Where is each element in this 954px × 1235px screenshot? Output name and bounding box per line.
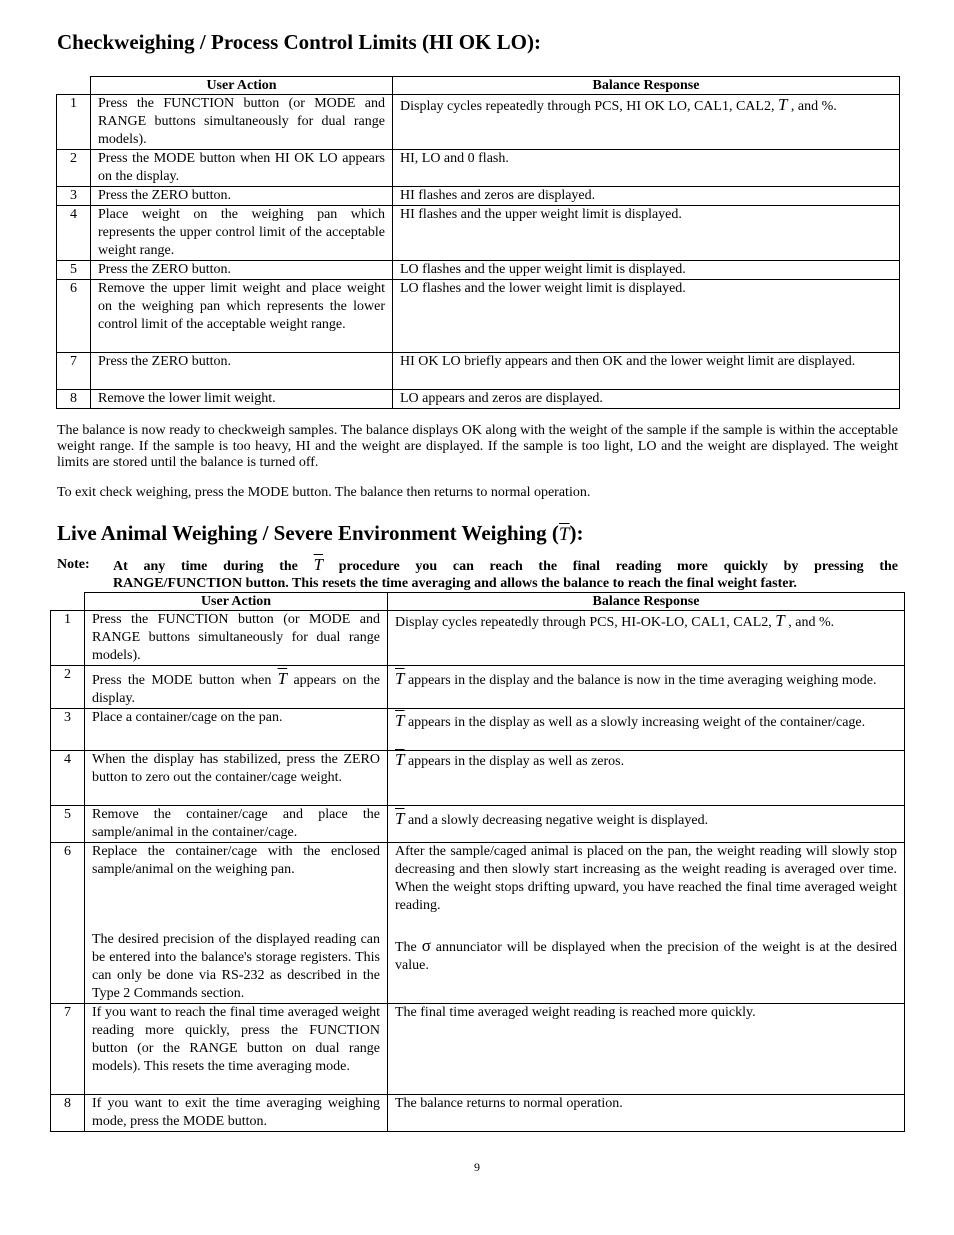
table-row (57, 353, 900, 390)
user-action (85, 666, 388, 709)
table-header-row (51, 593, 905, 611)
header-balance-response: Balance Response (388, 593, 905, 611)
balance-response: LO flashes and the upper weight limit is displayed. (393, 261, 900, 280)
user-action: Remove the lower limit weight. (91, 390, 393, 409)
section-title-checkweighing: Checkweighing / Process Control Limits (HI OK LO): (57, 30, 541, 54)
action-text: Replace the container/cage with the enclosed sample/animal on the weighing pan. (92, 844, 380, 877)
table-row (51, 1004, 905, 1095)
step-number: 4 (57, 206, 91, 261)
balance-response: The balance returns to normal operation. (388, 1095, 905, 1132)
step-number: 5 (57, 261, 91, 280)
step-number: 8 (51, 1095, 85, 1132)
balance-response: HI flashes and zeros are displayed. (393, 187, 900, 206)
t-bar-symbol: $\overline{T}$ (395, 809, 405, 828)
header-user-action: User Action (91, 77, 393, 95)
balance-response (393, 95, 900, 150)
action-text: Press the MODE button when (92, 673, 278, 688)
table-row (57, 280, 900, 353)
sigma-symbol: σ (421, 936, 431, 955)
response-text: appears in the display as well as zeros. (404, 754, 625, 769)
table-row (51, 751, 905, 806)
step-number: 3 (57, 187, 91, 206)
step-number: 1 (51, 611, 85, 666)
note-line-2: RANGE/FUNCTION button. This resets the time averaging and allows the balance to reach the final weight faster. (113, 576, 797, 591)
step-number: 2 (57, 150, 91, 187)
user-action: Press the FUNCTION button (or MODE and RANGE buttons simultaneously for dual range models). (91, 95, 393, 150)
response-text: After the sample/caged animal is placed on the pan, the weight reading will slowly stop decreasing and then slowly start increasing as the weight reading is averaged over time. When the weight stops drifting upward, you have reached the final time averaged weight reading. (395, 844, 897, 913)
response-text: appears in the display as well as a slowly increasing weight of the container/cage. (404, 715, 866, 730)
user-action: If you want to exit the time averaging weighing mode, press the MODE button. (85, 1095, 388, 1132)
heading-text: ): (569, 521, 584, 545)
table-row (57, 187, 900, 206)
user-action: Press the ZERO button. (91, 187, 393, 206)
header-user-action: User Action (85, 593, 388, 611)
table-row (51, 709, 905, 751)
step-number: 6 (57, 280, 91, 353)
t-bar-symbol: $\overline{T}$ (277, 669, 288, 688)
response-text: Display cycles repeatedly through PCS, HI OK LO, CAL1, CAL2, (400, 99, 778, 114)
header-blank (57, 77, 91, 95)
balance-response: The final time averaged weight reading is reached more quickly. (388, 1004, 905, 1095)
table-row (57, 261, 900, 280)
checkweigh-paragraph: The balance is now ready to checkweigh samples. The balance displays OK along with the weight of the sample if the sample is within the acceptable weight range. If the sample is too heavy, HI and the weight are displayed. If the sample is too light, LO and the weight are displayed. The weight limits are stored until the balance is turned off. (57, 423, 898, 470)
t-bar-symbol: $\overline{T}$ (395, 669, 405, 688)
balance-response: HI, LO and 0 flash. (393, 150, 900, 187)
response-text: annunciator will be displayed when the precision of the weight is at the desired value. (395, 940, 897, 973)
response-text: Display cycles repeatedly through PCS, HI-OK-LO, CAL1, CAL2, (395, 615, 776, 630)
balance-response (388, 751, 905, 806)
balance-response (388, 843, 905, 1004)
user-action: Remove the upper limit weight and place weight on the weighing pan which represents the lower control limit of the acceptable weight range. (91, 280, 393, 353)
step-number: 3 (51, 709, 85, 751)
step-number: 7 (51, 1004, 85, 1095)
balance-response: HI OK LO briefly appears and then OK and the lower weight limit are displayed. (393, 353, 900, 390)
user-action: Press the ZERO button. (91, 353, 393, 390)
balance-response: LO appears and zeros are displayed. (393, 390, 900, 409)
step-number: 1 (57, 95, 91, 150)
table-row (51, 1095, 905, 1132)
response-text: appears in the display and the balance is now in the time averaging weighing mode. (404, 673, 877, 688)
sigma-response (395, 937, 897, 975)
exit-checkweigh-paragraph: To exit check weighing, press the MODE button. The balance then returns to normal operation. (57, 485, 591, 500)
step-number: 6 (51, 843, 85, 1004)
note-text: At any time during the (113, 559, 298, 574)
balance-response (388, 806, 905, 843)
balance-response (388, 709, 905, 751)
table-row (57, 95, 900, 150)
table-row (51, 611, 905, 666)
response-text: The (395, 940, 422, 955)
note-line-1 (113, 556, 898, 575)
page-number: 9 (474, 1160, 480, 1174)
live-animal-table (50, 592, 905, 1132)
user-action: Press the MODE button when HI OK LO appears on the display. (91, 150, 393, 187)
table-row (57, 390, 900, 409)
response-text: , and %. (787, 99, 837, 114)
table-row (57, 150, 900, 187)
t-bar-symbol: T (558, 524, 570, 545)
user-action: When the display has stabilized, press the ZERO button to zero out the container/cage weight. (85, 751, 388, 806)
action-text: appears on the display. (92, 673, 380, 706)
t-bar-symbol: $\overline{T}$ (395, 711, 405, 730)
table-row (57, 206, 900, 261)
t-bar-symbol: $\overline{T}$ (777, 95, 788, 114)
table-header-row (57, 77, 900, 95)
section-title-live-animal (57, 521, 584, 547)
precision-note: The desired precision of the displayed reading can be entered into the balance's storage registers. This can only be done via RS-232 as described in the Type 2 Commands section. (92, 932, 380, 1001)
procedure-note (57, 556, 898, 592)
step-number: 5 (51, 806, 85, 843)
t-bar-symbol: $\overline{T}$ (313, 555, 324, 574)
user-action: Press the ZERO button. (91, 261, 393, 280)
user-action: If you want to reach the final time averaged weight reading more quickly, press the FUNCTION button (or the RANGE button on dual range models). This resets the time averaging mode. (85, 1004, 388, 1095)
spacer (92, 879, 380, 931)
t-bar-symbol: $\overline{T}$ (395, 750, 405, 769)
response-text: and a slowly decreasing negative weight is displayed. (404, 813, 709, 828)
note-label: Note: (57, 557, 90, 572)
balance-response: HI flashes and the upper weight limit is displayed. (393, 206, 900, 261)
header-blank (51, 593, 85, 611)
table-row (51, 666, 905, 709)
spacer (395, 915, 897, 937)
balance-response (388, 611, 905, 666)
user-action: Remove the container/cage and place the sample/animal in the container/cage. (85, 806, 388, 843)
header-balance-response: Balance Response (393, 77, 900, 95)
user-action: Press the FUNCTION button (or MODE and RANGE buttons simultaneously for dual range models). (85, 611, 388, 666)
table-row (51, 843, 905, 1004)
step-number: 4 (51, 751, 85, 806)
user-action: Place a container/cage on the pan. (85, 709, 388, 751)
step-number: 7 (57, 353, 91, 390)
heading-text: Live Animal Weighing / Severe Environment Weighing ( (57, 521, 559, 545)
user-action: Place weight on the weighing pan which represents the upper control limit of the acceptable weight range. (91, 206, 393, 261)
response-text: , and %. (784, 615, 835, 630)
user-action (85, 843, 388, 1004)
checkweighing-table (56, 76, 900, 409)
table-row (51, 806, 905, 843)
step-number: 8 (57, 390, 91, 409)
balance-response (388, 666, 905, 709)
note-text: procedure you can reach the final reading more quickly by pressing the (338, 559, 898, 574)
balance-response: LO flashes and the lower weight limit is displayed. (393, 280, 900, 353)
step-number: 2 (51, 666, 85, 709)
t-bar-symbol: $\overline{T}$ (775, 611, 785, 630)
